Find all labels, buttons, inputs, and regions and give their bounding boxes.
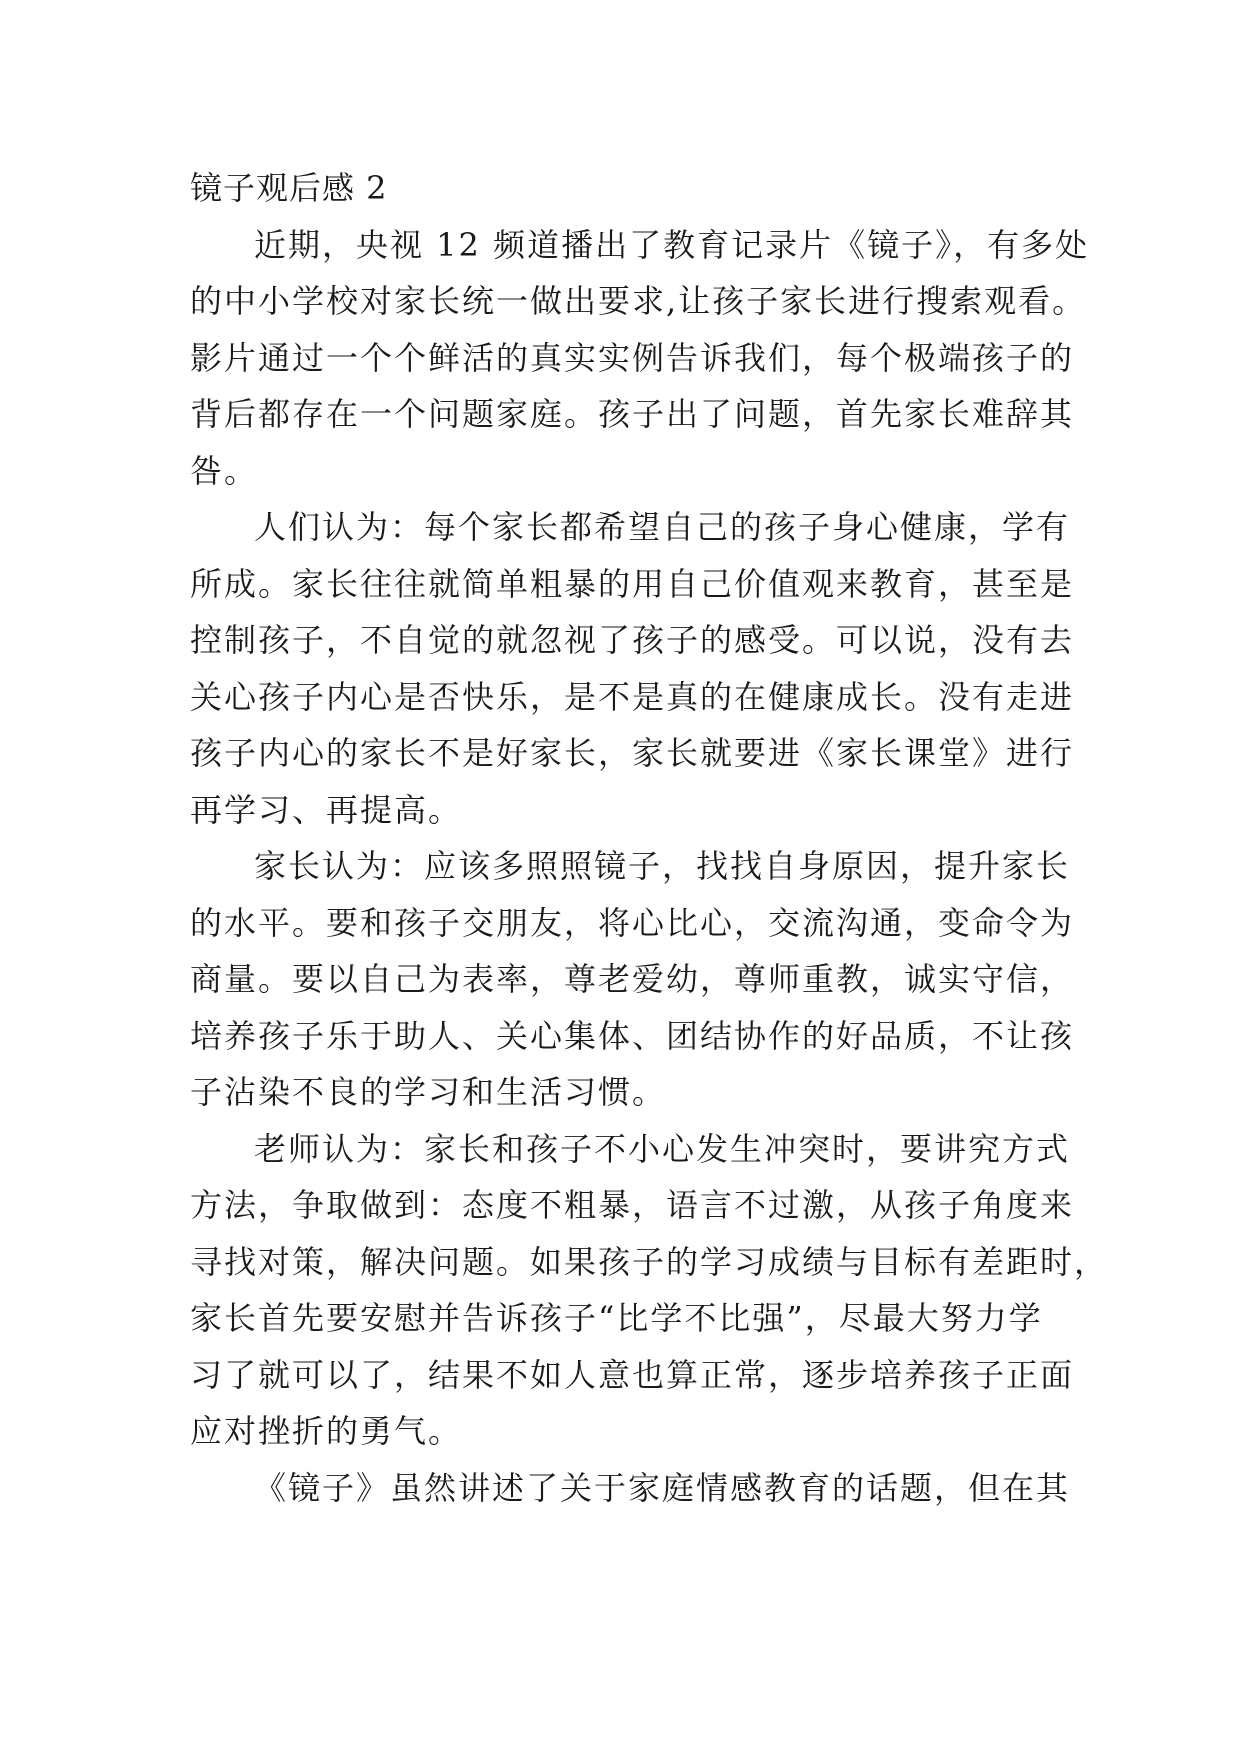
paragraph-line: 习了就可以了，结果不如人意也算正常，逐步培养孩子正面: [190, 1355, 1075, 1394]
paragraph-2: [190, 499, 1090, 838]
paragraph-line: 寻找对策，解决问题。如果孩子的学习成绩与目标有差距时，: [190, 1242, 1109, 1281]
paragraph-4: [190, 1121, 1109, 1460]
paragraph-line: 控制孩子，不自觉的就忽视了孩子的感受。可以说，没有去: [190, 621, 1075, 659]
paragraph-line: 应对挫折的勇气。: [190, 1412, 463, 1450]
paragraph-line: 家长首先要安慰并告诉孩子“比学不比强”，尽最大努力学: [190, 1299, 1043, 1337]
paragraph-3: [190, 838, 1090, 1121]
paragraph-5: [190, 1460, 1090, 1517]
paragraph-line: 《镜子》虽然讲述了关于家庭情感教育的话题，但在其: [254, 1468, 1071, 1507]
document-title: 镜子观后感 2: [190, 169, 388, 207]
paragraph-line: 商量。要以自己为表率，尊老爱幼，尊师重教，诚实守信，: [190, 960, 1075, 998]
paragraph-line: 咎。: [190, 451, 259, 490]
paragraph-line: 近期，央视 12 频道播出了教育记录片《镜子》，有多处: [254, 225, 1090, 264]
paragraph-line: 所成。家长往往就简单粗暴的用自己价值观来教育，甚至是: [190, 564, 1075, 603]
paragraph-line: 影片通过一个个鲜活的真实实例告诉我们，每个极端孩子的: [190, 338, 1075, 377]
paragraph-line: 培养孩子乐于助人、关心集体、团结协作的好品质，不让孩: [190, 1016, 1075, 1055]
paragraph-line: 关心孩子内心是否快乐，是不是真的在健康成长。没有走进: [190, 677, 1075, 716]
paragraph-line: 的中小学校对家长统一做出要求,让孩子家长进行搜索观看。: [190, 282, 1087, 320]
paragraph-line: 孩子内心的家长不是好家长，家长就要进《家长课堂》进行: [190, 734, 1075, 772]
paragraph-line: 子沾染不良的学习和生活习惯。: [190, 1073, 667, 1111]
paragraph-line: 老师认为：家长和孩子不小心发生冲突时，要讲究方式: [254, 1129, 1071, 1168]
paragraph-line: 的水平。要和孩子交朋友，将心比心，交流沟通，变命令为: [190, 903, 1075, 942]
paragraph-line: 方法，争取做到：态度不粗暴，语言不过激，从孩子角度来: [190, 1186, 1075, 1224]
paragraph-1: [190, 217, 1090, 500]
paragraph-line: 家长认为：应该多照照镜子，找找自身原因，提升家长: [254, 847, 1071, 885]
paragraph-line: 背后都存在一个问题家庭。孩子出了问题，首先家长难辞其: [190, 395, 1075, 433]
paragraph-line: 人们认为：每个家长都希望自己的孩子身心健康，学有: [254, 508, 1071, 546]
paragraph-line: 再学习、再提高。: [190, 790, 463, 829]
document-body: [190, 160, 1109, 1516]
